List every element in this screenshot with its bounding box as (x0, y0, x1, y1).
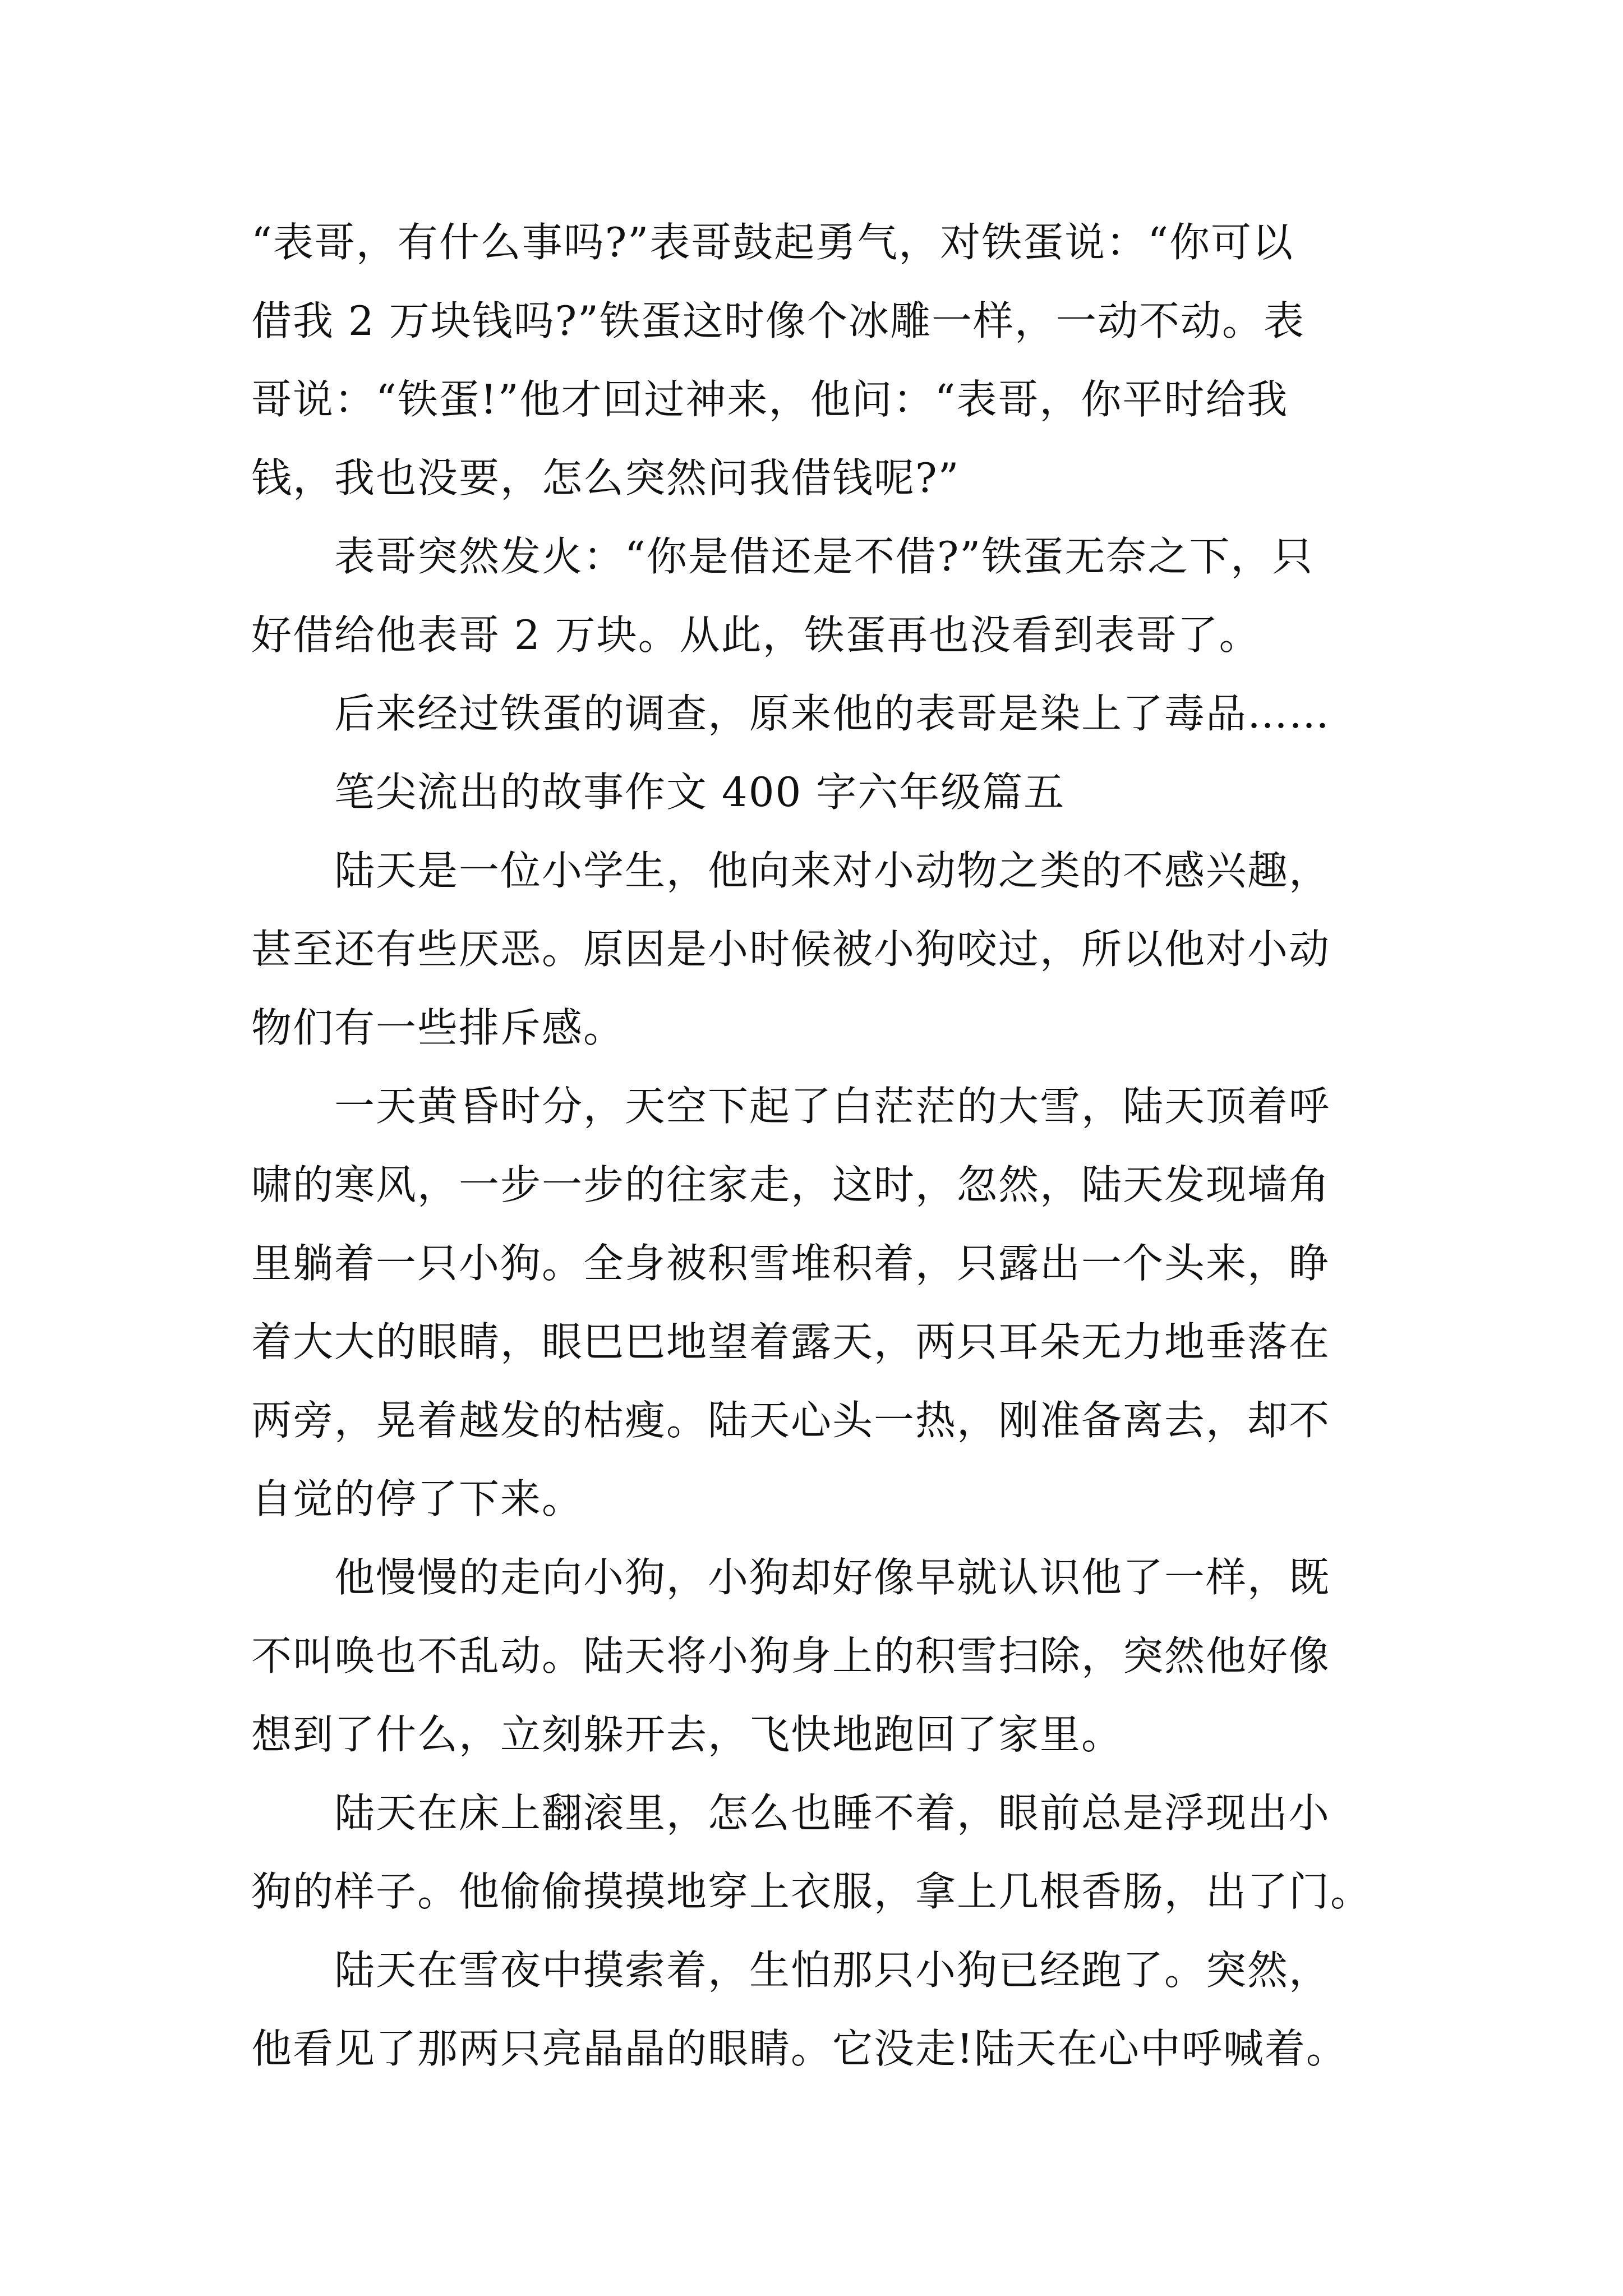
text-line: 两旁，晃着越发的枯瘦。陆天心头一热，刚准备离去，却不 (251, 1397, 1331, 1444)
text-line: 一天黄昏时分，天空下起了白茫茫的大雪，陆天顶着呼 (334, 1083, 1331, 1130)
text-line: 后来经过铁蛋的调查，原来他的表哥是染上了毒品…… (334, 690, 1331, 737)
text-line: 他慢慢的走向小狗，小狗却好像早就认识他了一样，既 (334, 1554, 1331, 1601)
text-line: 借我 2 万块钱吗?”铁蛋这时像个冰雕一样，一动不动。表 (251, 297, 1305, 344)
text-line: 自觉的停了下来。 (251, 1475, 584, 1522)
text-line: 陆天在雪夜中摸索着，生怕那只小狗已经跑了。突然， (334, 1947, 1331, 1994)
text-line: 物们有一些排斥感。 (251, 1004, 625, 1051)
document-body (251, 203, 1384, 2088)
text-line: 想到了什么，立刻躲开去，飞快地跑回了家里。 (251, 1711, 1123, 1758)
text-line: 钱，我也没要，怎么突然问我借钱呢?” (251, 454, 960, 501)
text-line: 哥说：“铁蛋!”他才回过神来，他问：“表哥，你平时给我 (251, 376, 1289, 423)
text-line: 他看见了那两只亮晶晶的眼睛。它没走!陆天在心中呼喊着。 (251, 2025, 1348, 2072)
text-line: 好借给他表哥 2 万块。从此，铁蛋再也没看到表哥了。 (251, 611, 1261, 659)
section-heading: 笔尖流出的故事作文 400 字六年级篇五 (334, 769, 1066, 816)
text-line: 里躺着一只小狗。全身被积雪堆积着，只露出一个头来，睁 (251, 1240, 1331, 1287)
text-line: 表哥突然发火：“你是借还是不借?”铁蛋无奈之下，只 (334, 533, 1314, 580)
text-line: 着大大的眼睛，眼巴巴地望着露天，两只耳朵无力地垂落在 (251, 1318, 1331, 1365)
text-line: 甚至还有些厌恶。原因是小时候被小狗咬过，所以他对小动 (251, 926, 1331, 973)
text-line: 陆天在床上翻滚里，怎么也睡不着，眼前总是浮现出小 (334, 1789, 1331, 1837)
text-line: “表哥，有什么事吗?”表哥鼓起勇气，对铁蛋说：“你可以 (251, 219, 1294, 266)
text-line: 陆天是一位小学生，他向来对小动物之类的不感兴趣， (334, 847, 1331, 894)
text-line: 啸的寒风，一步一步的往家走，这时，忽然，陆天发现墙角 (251, 1161, 1331, 1208)
text-line: 不叫唤也不乱动。陆天将小狗身上的积雪扫除，突然他好像 (251, 1632, 1331, 1680)
text-line: 狗的样子。他偷偷摸摸地穿上衣服，拿上几根香肠，出了门。 (251, 1868, 1372, 1915)
